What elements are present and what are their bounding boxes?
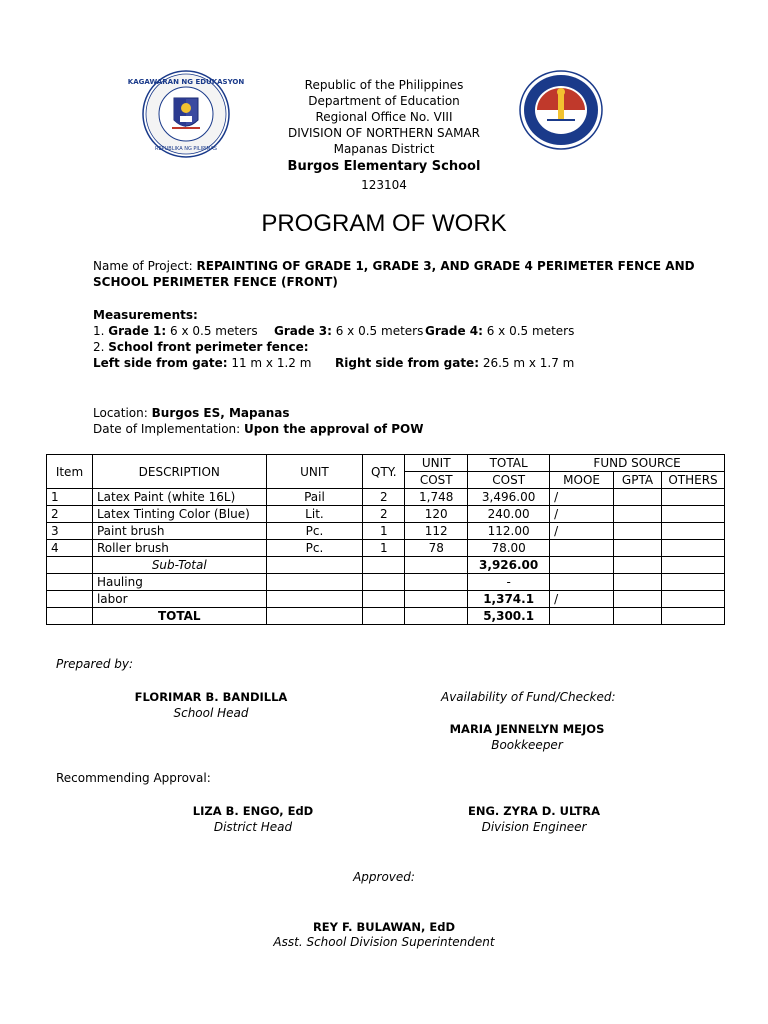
labor-row [47,591,725,608]
header-deped: Department of Education [308,94,460,108]
project-line-1 [93,258,695,274]
header-division: DIVISION OF NORTHERN SAMAR [288,126,480,140]
labor-label: labor [92,591,266,608]
implementation-line: Date of Implementation: Upon the approval of POW [93,422,424,436]
grade3-measure: Grade 3: 6 x 0.5 meters [274,324,424,338]
location-value: Burgos ES, Mapanas [151,406,290,420]
table-row: 3 Paint brush Pc. 1 112 112.00 / [47,523,725,540]
total-row [47,608,725,625]
right-side-measure: Right side from gate: 26.5 m x 1.7 m [335,356,575,370]
project-label: Name of Project: [93,259,197,273]
hauling-label: Hauling [92,574,266,591]
total-value: 5,300.1 [468,608,550,625]
school-name: Burgos Elementary School [287,159,481,174]
availability-label: Availability of Fund/Checked: [441,690,616,704]
location-line: Location: Burgos ES, Mapanas [93,406,290,420]
table-header-row [47,455,725,472]
header-district: Mapanas District [333,142,435,156]
grade1-label: Grade 1: [108,324,167,338]
school-head-role: School Head [173,706,249,720]
asds-name: REY F. BULAWAN, EdD [312,920,456,934]
grade4-measure: Grade 4: 6 x 0.5 meters [425,324,575,338]
grade1-value: 6 x 0.5 meters [166,324,258,338]
subtotal-value: 3,926.00 [468,557,550,574]
hauling-value: - [468,574,550,591]
col-total-cost-2: COST [468,472,550,489]
approved-label: Approved: [353,870,415,884]
front-fence-heading: 2. School front perimeter fence: [93,340,309,354]
school-head-name: FLORIMAR B. BANDILLA [134,690,288,704]
subtotal-row [47,557,725,574]
prepared-by-label: Prepared by: [56,657,134,671]
col-qty: QTY. [363,455,405,489]
table-row: 2 Latex Tinting Color (Blue) Lit. 2 120 240.00 / [47,506,725,523]
col-item: Item [47,455,93,489]
asds-role: Asst. School Division Superintendent [273,935,495,949]
project-line-2 [93,274,338,290]
labor-value: 1,374.1 [468,591,550,608]
col-unit-cost-2: COST [405,472,468,489]
recommending-label: Recommending Approval: [56,771,211,785]
hauling-row [47,574,725,591]
labor-mooe: / [550,591,614,608]
engineer-role: Division Engineer [481,820,587,834]
project-name-2: SCHOOL PERIMETER FENCE (FRONT) [93,275,338,289]
school-id: 123104 [361,178,407,192]
col-unit: UNIT [266,455,363,489]
district-head-role: District Head [213,820,293,834]
measurements-heading: Measurements: [93,308,198,322]
bookkeeper-name: MARIA JENNELYN MEJOS [449,722,605,736]
measurements-grades: 1. Grade 1: 6 x 0.5 meters [93,324,258,338]
col-gpta: GPTA [614,472,662,489]
subtotal-label: Sub-Total [92,557,266,574]
col-description: DESCRIPTION [92,455,266,489]
table-row: 4 Roller brush Pc. 1 78 78.00 [47,540,725,557]
col-mooe: MOOE [550,472,614,489]
page-title: PROGRAM OF WORK [261,210,507,237]
district-head-name: LIZA B. ENGO, EdD [192,804,314,818]
table-row: 1 Latex Paint (white 16L) Pail 2 1,748 3,496.00 / [47,489,725,506]
program-of-work-table [46,454,725,625]
svg-text:REPUBLIKA NG PILIPINAS: REPUBLIKA NG PILIPINAS [155,146,217,152]
header-republic: Republic of the Philippines [304,78,464,92]
total-label: TOTAL [92,608,266,625]
col-others: OTHERS [661,472,724,489]
header-region: Regional Office No. VIII [315,110,453,124]
left-side-measure: Left side from gate: 11 m x 1.2 m [93,356,312,370]
implementation-value: Upon the approval of POW [244,422,424,436]
col-unit-cost-1: UNIT [405,455,468,472]
svg-text:KAGAWARAN NG EDUKASYON: KAGAWARAN NG EDUKASYON [127,78,245,86]
project-name-1: REPAINTING OF GRADE 1, GRADE 3, AND GRADE 4 PERIMETER FENCE AND [196,259,695,273]
col-fund-source: FUND SOURCE [550,455,725,472]
engineer-name: ENG. ZYRA D. ULTRA [468,804,600,818]
col-total-cost-1: TOTAL [468,455,550,472]
bookkeeper-role: Bookkeeper [491,738,563,752]
